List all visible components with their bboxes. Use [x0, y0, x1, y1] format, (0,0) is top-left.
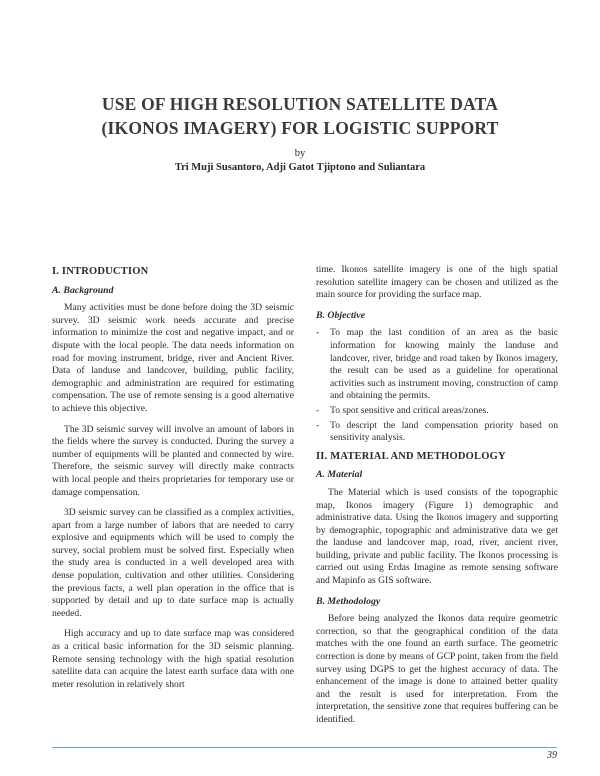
paragraph: 3D seismic survey can be classified as a complex activities, apart from a large number of labors that are needed to carry explosive and equipments which will be used to comply the survey, social problem must be solved first. Especially when the study area is conducted in a well developed area with dense population, cultivation and other utilities. Considering the previous facts, a well plan operation in the office that is supported by detail and up to date surface map is actually needed. [52, 507, 294, 619]
paragraph: Before being analyzed the Ikonos data require geometric correction, so that the geographical condition of the data matches with the one found an earth surface. The geometric correction is done by means of GCP point, taken from the field survey using DGPS to get the highest accuracy of data. The enhancement of the image is done to attained better quality and the result is used for interpretation. From the interpretation, the sensitive zone that requires buffering can be identified. [316, 613, 558, 725]
subsection-material-heading: A. Material [316, 469, 363, 481]
right-column [316, 264, 558, 735]
list-item-text: To map the last condition of an area as the basic information for knowing mainly the landuse and landcover, river, bridge and road taken by Ikonos imagery, the result can be used as a guideline for operational activities such as instrument moving, construction of camp and obtaining the permits. [330, 327, 558, 402]
paragraph: The 3D seismic survey will involve an amount of labors in the fields where the survey is conducted. During the survey a number of equipments will be planted and connected by wire. Therefore, the seismic survey will directly make contracts with local people and theirs proprietaries for temporary use or damage compensation. [52, 423, 294, 498]
title-line-2: (IKONOS IMAGERY) FOR LOGISTIC SUPPORT [101, 118, 499, 138]
section-material-methodology-heading: II. MATERIAL AND METHODOLOGY [316, 450, 506, 462]
paragraph-continued: time. Ikonos satellite imagery is one of the high spatial resolution satellite imagery can be chosen and utilized as the main source for providing the surface map. [316, 264, 558, 301]
objective-list [316, 327, 558, 444]
subsection-objective-heading: B. Objective [316, 309, 365, 321]
subsection-background-heading: A. Background [52, 284, 114, 296]
section-introduction-heading: I. INTRODUCTION [52, 266, 149, 277]
list-item [316, 405, 558, 418]
authors: Tri Muji Susantoro, Adji Gatot Tjiptono and Suliantara [174, 162, 426, 173]
dash-bullet: - [316, 404, 320, 416]
subsection-methodology-heading: B. Methodology [316, 595, 381, 607]
paragraph: The Material which is used consists of the topographic map, Ikonos imagery (Figure 1) demographic and administrative data. Using the Ikonos imagery and supporting by demographic, topographic and administrative data we get the landuse and landcover map, road, river, ancient river, building, private and public facility. The Ikonos processing is carried out using Erdas Imagine as remote sensing software and Mapinfo as GIS software. [316, 486, 558, 587]
list-item [316, 327, 558, 403]
paper-title [60, 92, 540, 140]
byline: by [294, 148, 306, 159]
paragraph: High accuracy and up to date surface map was considered as a critical basic information for the 3D seismic planning. Remote sensing technology with the high spatial resolution satellite data can acquire the latest earth surface data with one meter resolution in relatively short [52, 628, 294, 690]
footer-rule [52, 747, 557, 748]
list-item-text: To descript the land compensation priority based on sensitivity analysis. [330, 419, 558, 444]
left-column [52, 264, 294, 699]
list-item-text: To spot sensitive and critical areas/zones. [330, 404, 489, 416]
title-line-1: USE OF HIGH RESOLUTION SATELLITE DATA [101, 94, 499, 114]
dash-bullet: - [316, 419, 320, 431]
paragraph: Many activities must be done before doing the 3D seismic survey. 3D seismic work needs accurate and precise information to minimize the cost and negative impact, and or dispute with the local people. The data needs information on road for moving instrument, bridge, river and Ancient River. Data of landuse and landcover, building, public facility, demographic and administration are required for estimating compensation. The use of remote sensing is a good alternative to achieve this objective. [52, 302, 294, 414]
dash-bullet: - [316, 327, 320, 339]
list-item [316, 420, 558, 445]
page-number: 39 [547, 750, 557, 761]
